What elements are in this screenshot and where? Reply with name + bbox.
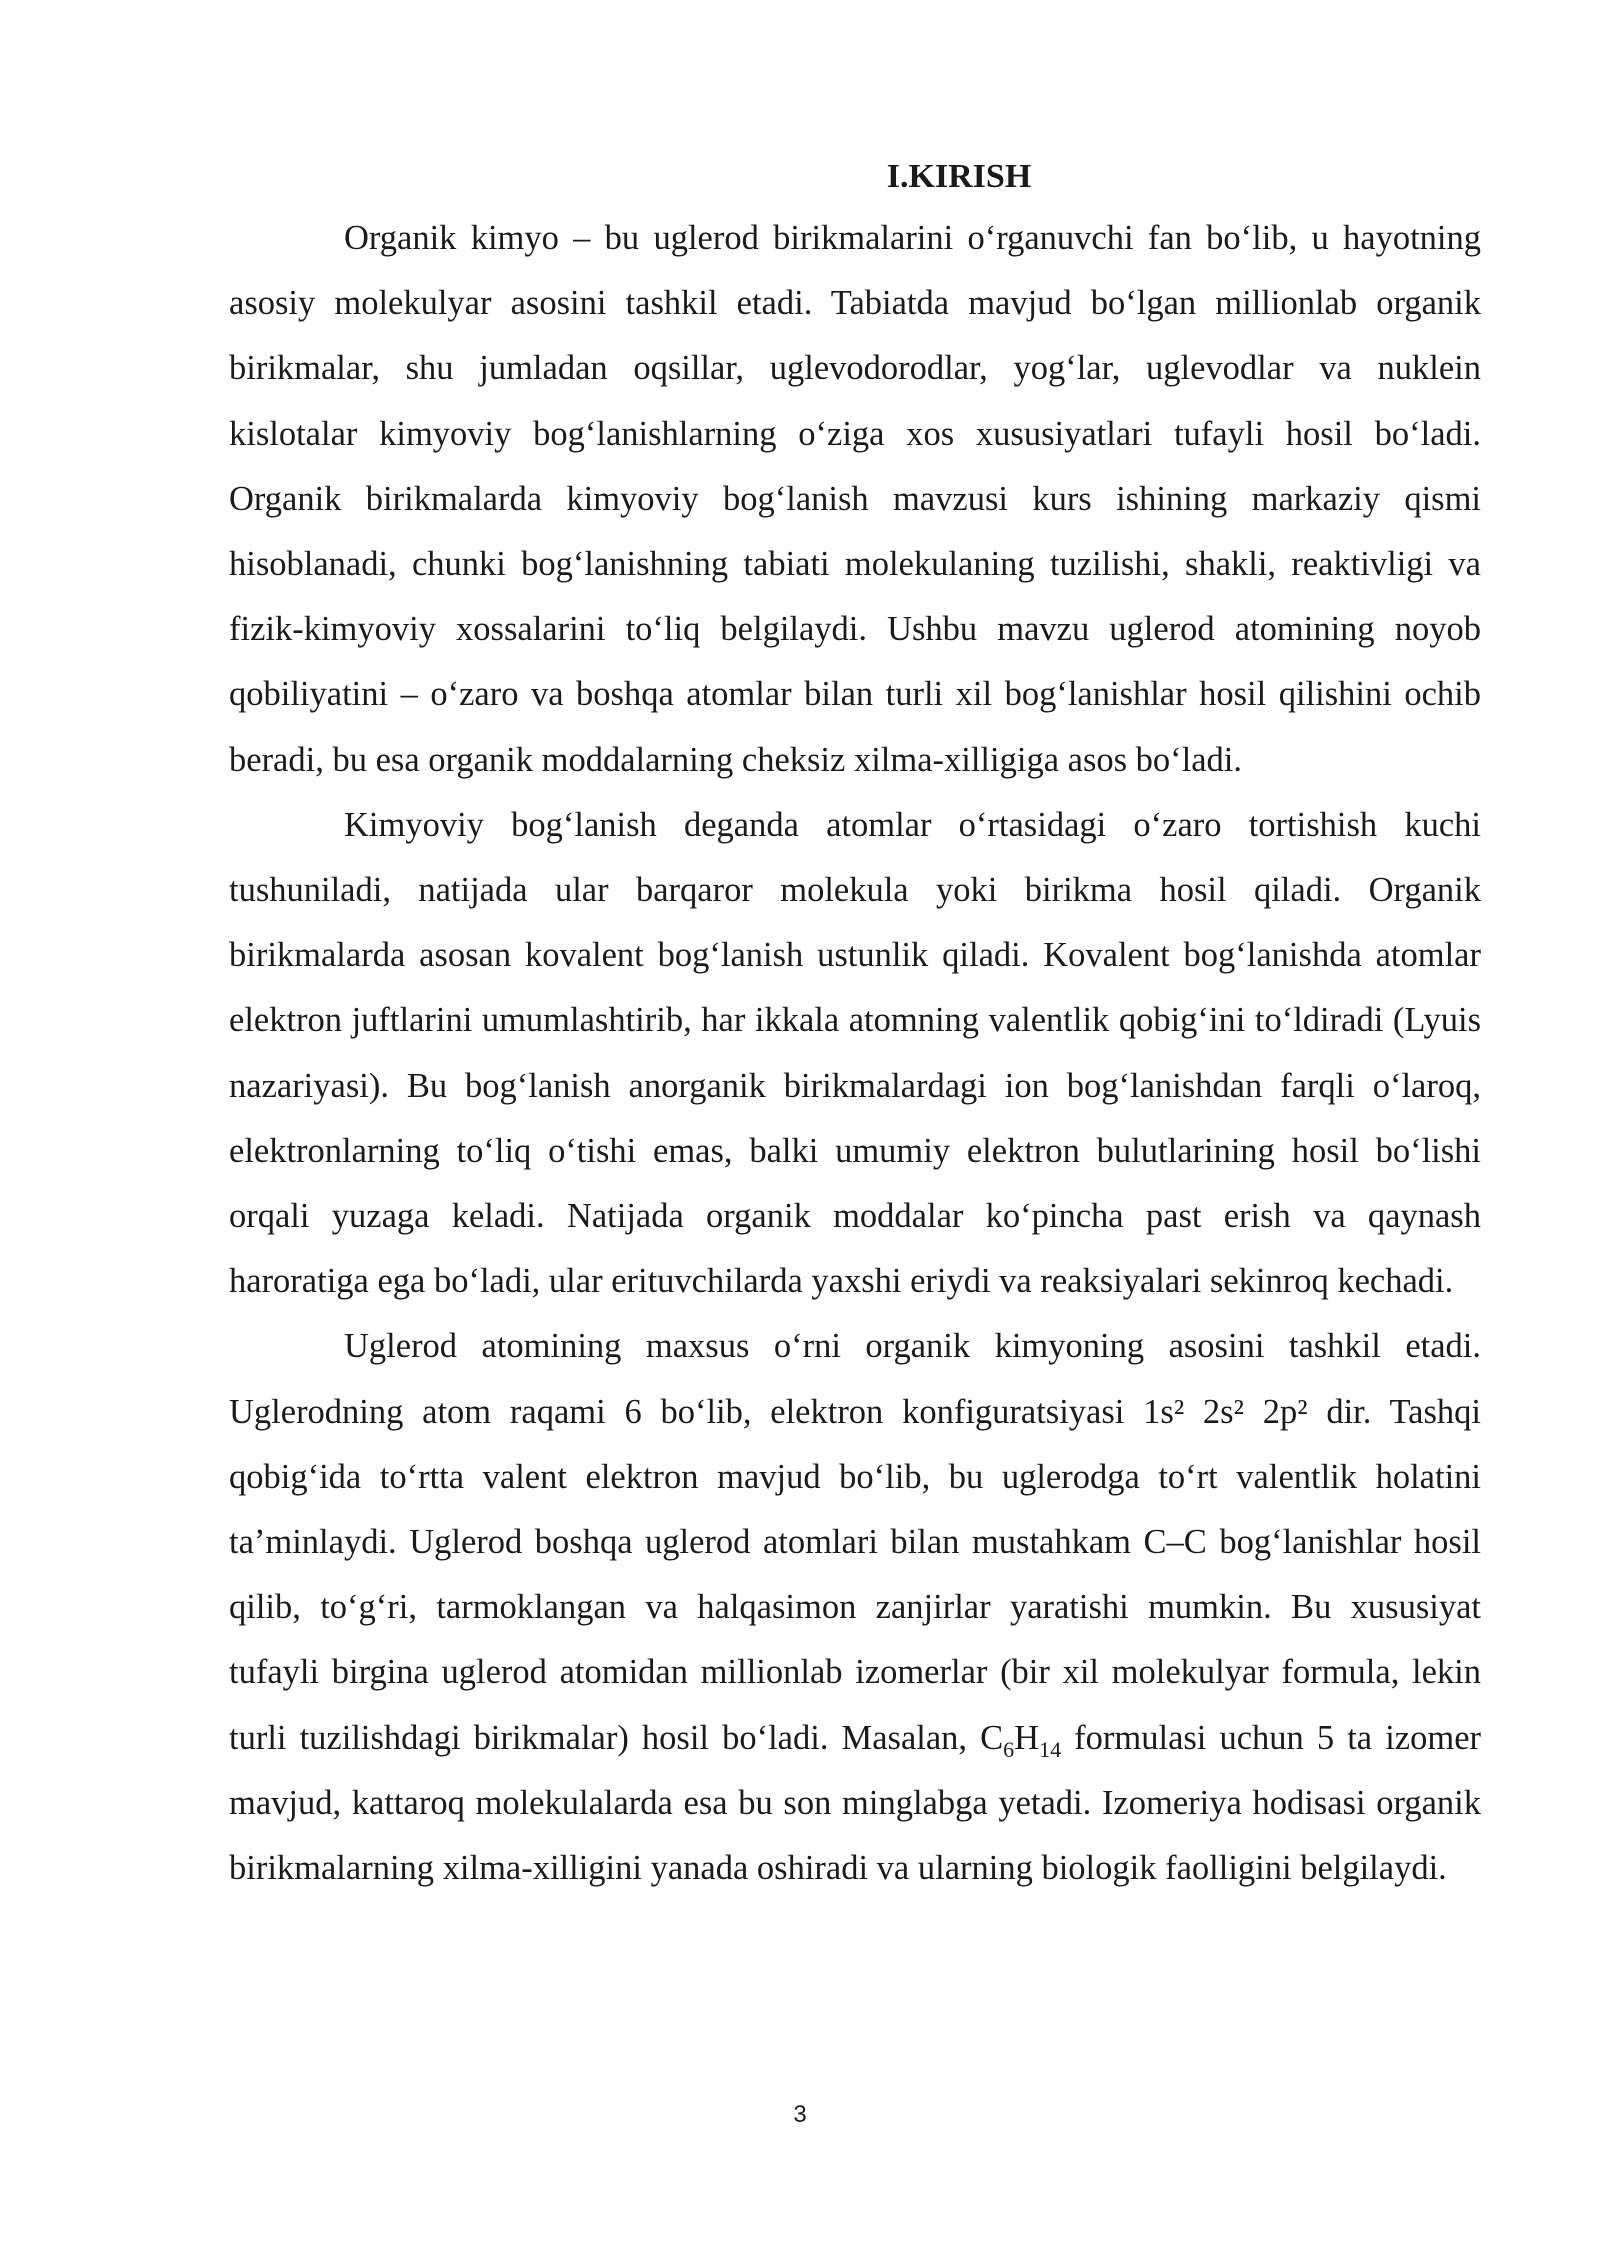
page-number: 3 [793, 2101, 807, 2128]
molecular-formula [980, 1718, 1062, 1762]
formula-carbon-symbol: C [980, 1718, 1004, 1757]
paragraph-chemical-bond: Kimyoviy bogʻlanish deganda atomlar oʻrtasidagi oʻzaro tortishish kuchi tushuniladi, natijada ular barqaror molekula yoki birikma hosil qiladi. Organik birikmalarda asosan kovalent bogʻlanish ustunlik qiladi. Kovalent bogʻlanishda atomlar elektron juftlarini umumlashtirib, har ikkala atomning valentlik qobigʻini toʻldiradi (Lyuis nazariyasi). Bu bogʻlanish anorganik birikmalardagi ion bogʻlanishdan farqli oʻlaroq, elektronlarning toʻliq oʻtishi emas, balki umumiy elektron bulutlarining hosil boʻlishi orqali yuzaga keladi. Natijada organik moddalar koʻpincha past erish va qaynash haroratiga ega boʻladi, ular erituvchilarda yaxshi eriydi va reaksiyalari sekinroq kechadi. [229, 805, 1481, 1301]
page-body [229, 148, 1481, 1901]
formula-hydrogen-symbol: H [1014, 1718, 1040, 1757]
paragraph-carbon-atom-text-start: Uglerod atomining maxsus oʻrni organik kimyoning asosini tashkil etadi. Uglerodning atom raqami 6 boʻlib, elektron konfiguratsiyasi 1s² 2s² 2p² dir. Tashqi qobigʻida toʻrtta valent elektron mavjud boʻlib, bu uglerodga toʻrt valentlik holatini taʼminlaydi. Uglerod boshqa uglerod atomlari bilan mustahkam C–C bogʻlanishlar hosil qilib, toʻgʻri, tarmoklangan va halqasimon zanjirlar yaratishi mumkin. Bu xususiyat tufayli birgina uglerod atomidan millionlab izomerlar (bir xil molekulyar formula, lekin turli tuzilishdagi birikmalar) hosil boʻladi. Masalan, [229, 1327, 1481, 1757]
section-heading: I.KIRISH [886, 158, 1032, 195]
formula-hydrogen-subscript: 14 [1039, 1736, 1062, 1762]
paragraph-carbon-atom [229, 1314, 1481, 1901]
paragraph-intro: Organik kimyo – bu uglerod birikmalarini oʻrganuvchi fan boʻlib, u hayotning asosiy molekulyar asosini tashkil etadi. Tabiatda mavjud boʻlgan millionlab organik birikmalar, shu jumladan oqsillar, uglevodorodlar, yogʻlar, uglevodlar va nuklein kislotalar kimyoviy bogʻlanishlarning oʻziga xos xususiyatlari tufayli hosil boʻladi. Organik birikmalarda kimyoviy bogʻlanish mavzusi kurs ishining markaziy qismi hisoblanadi, chunki bogʻlanishning tabiati molekulaning tuzilishi, shakli, reaktivligi va fizik-kimyoviy xossalarini toʻliq belgilaydi. Ushbu mavzu uglerod atomining noyob qobiliyatini – oʻzaro va boshqa atomlar bilan turli xil bogʻlanishlar hosil qilishini ochib beradi, bu esa organik moddalarning cheksiz xilma-xilligiga asos boʻladi. [229, 219, 1481, 779]
paragraph-carbon-atom-text-end: formulasi uchun 5 ta izomer mavjud, kattaroq molekulalarda esa bu son minglabga yetadi. Izomeriya hodisasi organik birikmalarning xilma-xilligini yanada oshiradi va ularning biologik faolligini belgilaydi. [229, 1718, 1481, 1888]
formula-carbon-subscript: 6 [1003, 1736, 1015, 1762]
